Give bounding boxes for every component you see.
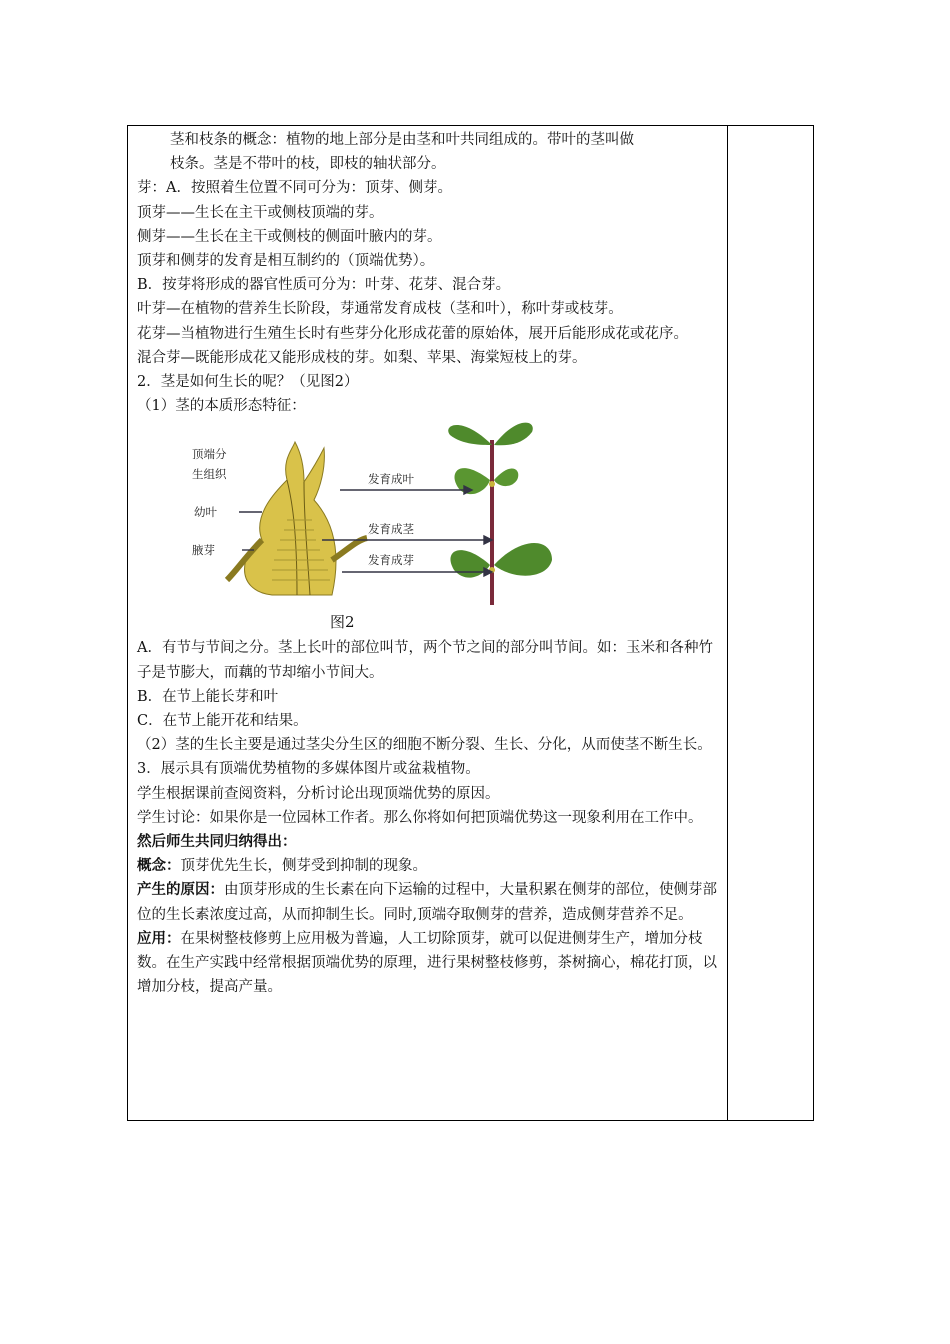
paragraph: 学生讨论：如果你是一位园林工作者。那么你将如何把顶端优势这一现象利用在工作中。 [137,809,703,826]
stem-diagram [192,420,632,608]
lesson-content [137,128,721,999]
label-axillary-bud: 腋芽 [192,543,215,558]
paragraph: 花芽—当植物进行生殖生长时有些芽分化形成花蕾的原始体，展开后能形成花或花序。 [137,325,688,342]
paragraph: A．有节与节间之分。茎上长叶的部位叫节，两个节之间的部分叫节间。如：玉米和各种竹子是节膨大，而藕的节却缩小节间大。 [137,640,713,681]
cause-text: 由顶芽形成的生长素在向下运输的过程中，大量积累在侧芽的部位，使侧芽部位的生长素浓度过高，从而抑制生长。同时,顶端夺取侧芽的营养，造成侧芽营养不足。 [137,882,717,923]
paragraph: 枝条。茎是不带叶的枝，即枝的轴状部分。 [170,156,446,173]
paragraph: 芽：A．按照着生位置不同可分为：顶芽、侧芽。 [137,180,452,197]
concept-paragraph [137,854,721,878]
paragraph: 学生根据课前查阅资料，分析讨论出现顶端优势的原因。 [137,785,500,802]
cause-paragraph [137,878,721,926]
label-young-leaf: 幼叶 [194,505,217,520]
paragraph: 顶芽——生长在主干或侧枝顶端的芽。 [137,204,384,221]
paragraph: （2）茎的生长主要是通过茎尖分生区的细胞不断分裂、生长、分化，从而使茎不断生长。 [137,737,712,754]
label-to-leaf: 发育成叶 [368,472,414,487]
concept-label: 概念： [137,858,181,875]
paragraph: C．在节上能开花和结果。 [137,713,308,730]
label-apical-1: 顶端分 [192,447,227,462]
paragraph: 侧芽——生长在主干或侧枝的侧面叶腋内的芽。 [137,228,442,245]
label-to-bud: 发育成芽 [368,553,414,568]
section-heading: 2．茎是如何生长的呢？（见图2） [137,374,359,391]
summary-heading: 然后师生共同归纳得出： [137,834,297,851]
paragraph: 茎和枝条的概念：植物的地上部分是由茎和叶共同组成的。带叶的茎叫做 [170,132,634,148]
paragraph: 顶芽和侧芽的发育是相互制约的（顶端优势）。 [137,253,435,270]
cause-label: 产生的原因： [137,882,224,899]
label-apical-2: 生组织 [192,467,227,482]
figure-caption: 图2 [330,613,355,632]
concept-text: 顶芽优先生长，侧芽受到抑制的现象。 [180,858,427,875]
section-heading: 3．展示具有顶端优势植物的多媒体图片或盆栽植物。 [137,761,480,778]
paragraph: （1）茎的本质形态特征： [137,398,306,415]
paragraph: 叶芽—在植物的营养生长阶段，芽通常发育成枝（茎和叶），称叶芽或枝芽。 [137,301,623,318]
stem-growth-figure [137,420,721,636]
paragraph: B．在节上能长芽和叶 [137,688,279,705]
application-paragraph [137,927,721,1000]
label-to-stem: 发育成茎 [368,522,414,537]
lesson-table [127,125,814,1121]
application-label: 应用： [137,930,181,947]
application-text: 在果树整枝修剪上应用极为普遍，人工切除顶芽，就可以促进侧芽生产，增加分枝数。在生产实践中经常根据顶端优势的原理，进行果树整枝修剪，茶树摘心，棉花打顶，以增加分枝，提高产量。 [137,930,717,996]
paragraph: 混合芽—既能形成花又能形成枝的芽。如梨、苹果、海棠短枝上的芽。 [137,349,587,366]
paragraph: B．按芽将形成的器官性质可分为：叶芽、花芽、混合芽。 [137,277,511,294]
column-divider [727,126,728,1120]
plant-illustration [448,423,552,605]
